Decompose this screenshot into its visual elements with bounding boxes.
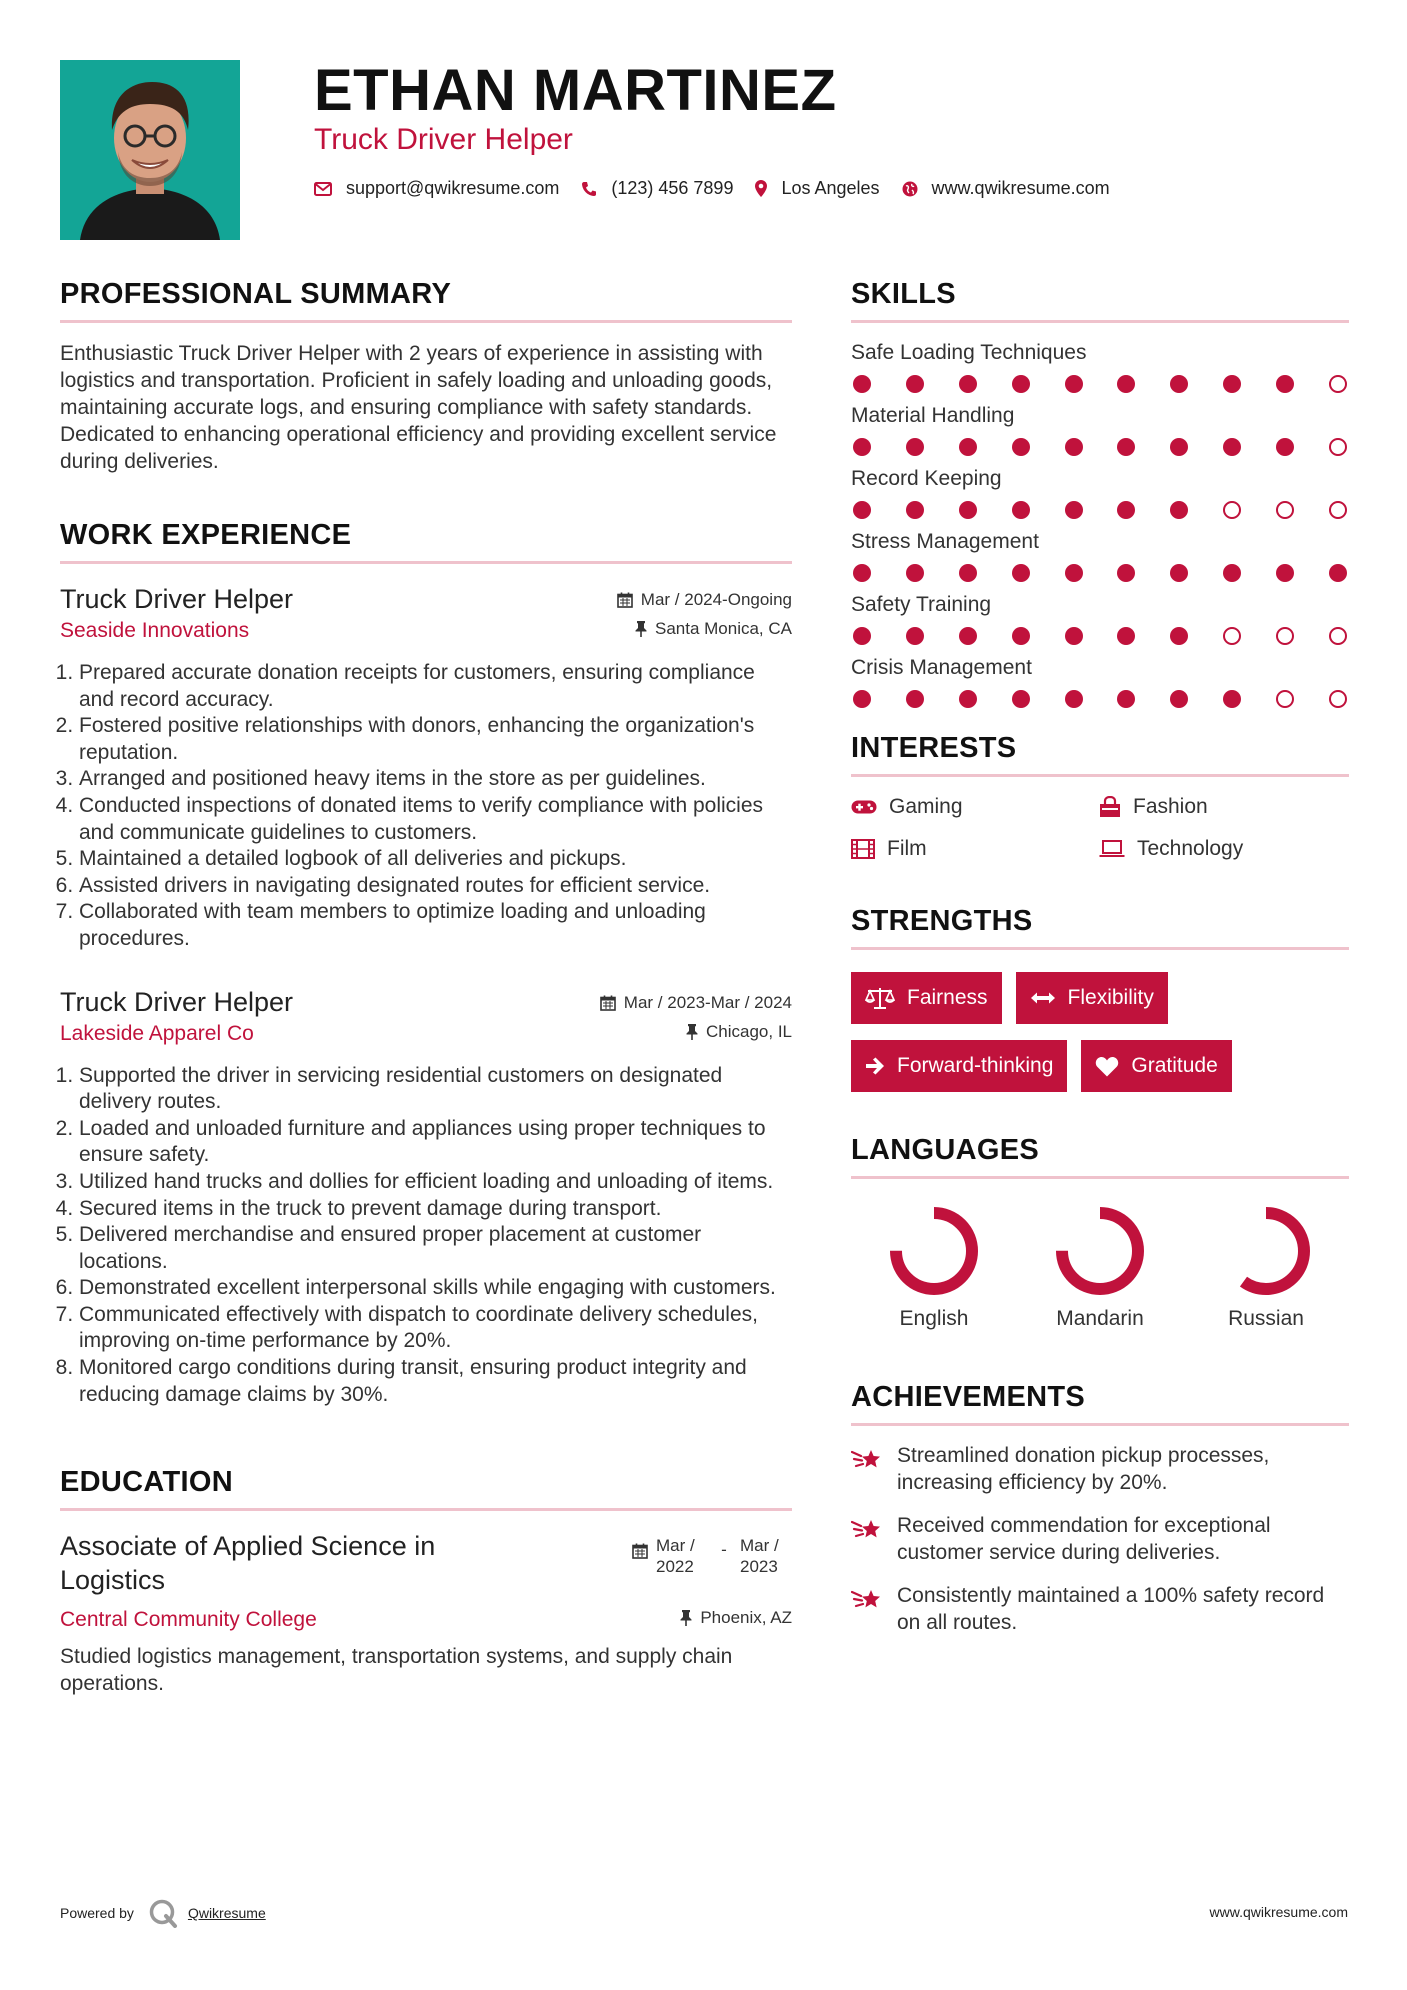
section-divider bbox=[60, 1508, 792, 1511]
skills-list bbox=[851, 339, 1349, 708]
rating-dot-empty bbox=[1329, 438, 1347, 456]
strengths-list bbox=[851, 972, 1349, 1108]
duty-item: 5. Maintained a detailed logbook of all deliveries and pickups. bbox=[79, 846, 792, 873]
rating-dot-filled bbox=[853, 501, 871, 519]
interest-item bbox=[851, 837, 1099, 861]
duty-item: 7. Communicated effectively with dispatch to coordinate delivery schedules, improving on-time performance by 20%. bbox=[79, 1302, 792, 1355]
rating-dot-filled bbox=[1012, 690, 1030, 708]
rating-dot-filled bbox=[1117, 501, 1135, 519]
skill-name: Safety Training bbox=[851, 593, 992, 616]
interest-label: Technology bbox=[1137, 837, 1244, 860]
rating-dot-filled bbox=[1012, 501, 1030, 519]
job-role: Truck Driver Helper bbox=[60, 584, 294, 614]
duty-item: 7. Collaborated with team members to optimize loading and unloading procedures. bbox=[79, 899, 792, 952]
interest-item bbox=[1099, 837, 1349, 861]
rating-dot-empty bbox=[1276, 501, 1294, 519]
school-name: Central Community College bbox=[60, 1608, 317, 1632]
phone-icon bbox=[581, 181, 597, 197]
shooting-star-icon bbox=[851, 1586, 883, 1612]
section-divider bbox=[60, 320, 792, 323]
strength-badge bbox=[1016, 972, 1168, 1024]
language-item bbox=[851, 1205, 1017, 1331]
phone-text: (123) 456 7899 bbox=[611, 178, 734, 198]
degree-title: Associate of Applied Science in Logistics bbox=[60, 1531, 436, 1596]
job-entry bbox=[60, 985, 792, 1409]
strength-label: Forward-thinking bbox=[897, 1054, 1054, 1077]
duty-item: 2. Loaded and unloaded furniture and appliances using proper techniques to ensure safety. bbox=[79, 1116, 792, 1169]
rating-dot-filled bbox=[853, 690, 871, 708]
duty-item: 4. Secured items in the truck to prevent damage during transport. bbox=[79, 1196, 792, 1223]
interest-label: Film bbox=[887, 837, 927, 860]
rating-dot-filled bbox=[959, 564, 977, 582]
rating-dot-filled bbox=[1170, 627, 1188, 645]
education-dates bbox=[632, 1535, 792, 1597]
summary-text: Enthusiastic Truck Driver Helper with 2 years of experience in assisting with logistics and transportation. Proficient in safely loading and unloading goods, maintaining accurate logs, and ensuring compliance with safety standards. Dedicated to enhancing operational efficiency and providing excellent service during deliveries. bbox=[60, 342, 777, 473]
job-role: Truck Driver Helper bbox=[60, 986, 294, 1017]
arrows-horizontal-icon bbox=[1030, 991, 1056, 1005]
laptop-icon bbox=[1099, 840, 1125, 858]
job-dates-text: Mar / 2024-Ongoing bbox=[640, 590, 792, 609]
achievement-item bbox=[851, 1442, 1349, 1496]
languages-list bbox=[851, 1205, 1349, 1331]
education-section bbox=[60, 1464, 792, 1697]
strength-label: Fairness bbox=[907, 986, 988, 1009]
rating-dot-filled bbox=[906, 501, 924, 519]
skill-rating bbox=[851, 375, 1349, 393]
section-divider bbox=[851, 774, 1349, 777]
rating-dot-filled bbox=[906, 438, 924, 456]
qwikresume-logo-icon bbox=[148, 1898, 178, 1928]
skill-rating bbox=[851, 627, 1349, 645]
language-name: Russian bbox=[1228, 1307, 1304, 1330]
achievement-text: Received commendation for exceptional customer service during deliveries. bbox=[897, 1514, 1271, 1564]
rating-dot-filled bbox=[1170, 690, 1188, 708]
pushpin-icon bbox=[680, 1610, 692, 1626]
interest-item bbox=[851, 795, 1099, 819]
qwikresume-link[interactable]: Qwikresume bbox=[187, 1905, 266, 1921]
language-item bbox=[1017, 1205, 1183, 1331]
language-proficiency-ring bbox=[1054, 1205, 1146, 1297]
interests-list bbox=[851, 795, 1349, 861]
language-level-arc bbox=[896, 1213, 972, 1289]
achievement-item bbox=[851, 1512, 1349, 1566]
right-column bbox=[851, 276, 1349, 1636]
rating-dot-empty bbox=[1223, 627, 1241, 645]
contact-email[interactable] bbox=[314, 178, 559, 199]
skill-name: Stress Management bbox=[851, 530, 1039, 553]
date-separator: - bbox=[721, 1540, 727, 1560]
balance-scale-icon bbox=[865, 987, 895, 1009]
rating-dot-filled bbox=[1117, 627, 1135, 645]
skill-name: Material Handling bbox=[851, 404, 1015, 427]
section-divider bbox=[60, 561, 792, 564]
language-level-arc bbox=[1062, 1213, 1138, 1289]
rating-dot-filled bbox=[1223, 690, 1241, 708]
achievement-text: Streamlined donation pickup processes, increasing efficiency by 20%. bbox=[897, 1444, 1270, 1494]
education-location bbox=[680, 1608, 792, 1628]
shooting-star-icon bbox=[851, 1446, 883, 1472]
rating-dot-empty bbox=[1329, 501, 1347, 519]
language-item bbox=[1183, 1205, 1349, 1331]
duty-item: 6. Demonstrated excellent interpersonal skills while engaging with customers. bbox=[79, 1275, 792, 1302]
calendar-icon bbox=[617, 592, 633, 608]
strength-badge bbox=[851, 1040, 1067, 1092]
footer-powered-by bbox=[60, 1898, 266, 1928]
rating-dot-filled bbox=[1012, 438, 1030, 456]
achievement-item bbox=[851, 1582, 1349, 1636]
rating-dot-filled bbox=[1117, 438, 1135, 456]
candidate-name: ETHAN MARTINEZ bbox=[314, 58, 837, 123]
candidate-title: Truck Driver Helper bbox=[314, 123, 573, 156]
rating-dot-filled bbox=[853, 564, 871, 582]
map-pin-icon bbox=[755, 180, 767, 197]
duty-item: 1. Prepared accurate donation receipts for customers, ensuring compliance and record accuracy. bbox=[79, 660, 792, 713]
rating-dot-empty bbox=[1223, 501, 1241, 519]
job-entry bbox=[60, 582, 792, 953]
education-start-date: Mar / 2022 bbox=[656, 1536, 695, 1577]
rating-dot-filled bbox=[1065, 501, 1083, 519]
rating-dot-empty bbox=[1329, 690, 1347, 708]
rating-dot-filled bbox=[1065, 564, 1083, 582]
rating-dot-filled bbox=[1170, 564, 1188, 582]
rating-dot-filled bbox=[1065, 627, 1083, 645]
rating-dot-filled bbox=[1170, 375, 1188, 393]
interest-label: Gaming bbox=[889, 795, 963, 818]
rating-dot-filled bbox=[1170, 438, 1188, 456]
summary-heading: PROFESSIONAL SUMMARY bbox=[60, 278, 452, 310]
website-text: www.qwikresume.com bbox=[931, 178, 1110, 198]
rating-dot-filled bbox=[1276, 564, 1294, 582]
section-divider bbox=[851, 320, 1349, 323]
section-divider bbox=[851, 1176, 1349, 1179]
skill-rating bbox=[851, 438, 1349, 456]
section-divider bbox=[851, 1423, 1349, 1426]
strength-label: Flexibility bbox=[1067, 986, 1154, 1009]
contact-phone[interactable] bbox=[581, 178, 733, 199]
rating-dot-filled bbox=[1065, 438, 1083, 456]
rating-dot-empty bbox=[1276, 690, 1294, 708]
rating-dot-filled bbox=[1329, 564, 1347, 582]
rating-dot-filled bbox=[853, 438, 871, 456]
achievement-text: Consistently maintained a 100% safety record on all routes. bbox=[897, 1584, 1325, 1634]
skill-rating bbox=[851, 564, 1349, 582]
strength-badge bbox=[1081, 1040, 1231, 1092]
rating-dot-filled bbox=[1223, 438, 1241, 456]
strengths-heading: STRENGTHS bbox=[851, 905, 1033, 937]
job-duties-list bbox=[60, 660, 792, 953]
skill-rating bbox=[851, 690, 1349, 708]
location-text: Los Angeles bbox=[781, 178, 880, 198]
experience-section bbox=[60, 517, 792, 1408]
job-duties-list bbox=[60, 1063, 792, 1409]
contact-bar bbox=[314, 178, 1132, 199]
rating-dot-filled bbox=[906, 375, 924, 393]
shooting-star-icon bbox=[851, 1516, 883, 1542]
rating-dot-filled bbox=[906, 690, 924, 708]
duty-item: 3. Arranged and positioned heavy items in the store as per guidelines. bbox=[79, 766, 792, 793]
language-name: Mandarin bbox=[1056, 1307, 1144, 1330]
rating-dot-filled bbox=[1170, 501, 1188, 519]
arrow-right-icon bbox=[865, 1057, 885, 1075]
job-dates bbox=[617, 590, 792, 610]
envelope-icon bbox=[314, 182, 332, 196]
job-dates-text: Mar / 2023-Mar / 2024 bbox=[623, 992, 792, 1012]
education-end-date: Mar / 2023 bbox=[740, 1536, 779, 1577]
rating-dot-filled bbox=[1223, 564, 1241, 582]
duty-item: 8. Monitored cargo conditions during transit, ensuring product integrity and reducing damage claims by 30%. bbox=[79, 1355, 792, 1408]
rating-dot-filled bbox=[1276, 375, 1294, 393]
strength-label: Gratitude bbox=[1131, 1054, 1218, 1077]
interests-heading: INTERESTS bbox=[851, 732, 1017, 764]
rating-dot-filled bbox=[959, 438, 977, 456]
language-name: English bbox=[899, 1307, 969, 1330]
contact-website[interactable] bbox=[902, 178, 1110, 199]
interests-section bbox=[851, 730, 1349, 861]
job-company: Lakeside Apparel Co bbox=[60, 1021, 254, 1045]
rating-dot-filled bbox=[1276, 438, 1294, 456]
languages-heading: LANGUAGES bbox=[851, 1134, 1039, 1166]
rating-dot-empty bbox=[1329, 375, 1347, 393]
rating-dot-empty bbox=[1276, 627, 1294, 645]
rating-dot-filled bbox=[959, 501, 977, 519]
language-proficiency-ring bbox=[1220, 1205, 1312, 1297]
language-level-arc bbox=[1228, 1213, 1304, 1289]
duty-item: 2. Fostered positive relationships with donors, enhancing the organization's reputation. bbox=[79, 713, 792, 766]
rating-dot-filled bbox=[1223, 375, 1241, 393]
job-location-text: Santa Monica, CA bbox=[654, 619, 792, 638]
education-location-text: Phoenix, AZ bbox=[700, 1608, 792, 1628]
language-proficiency-ring bbox=[888, 1205, 980, 1297]
powered-by-label: Powered by bbox=[60, 1905, 134, 1921]
job-location bbox=[635, 619, 792, 639]
footer-website[interactable]: www.qwikresume.com bbox=[1209, 1904, 1348, 1920]
rating-dot-filled bbox=[1012, 564, 1030, 582]
rating-dot-filled bbox=[853, 375, 871, 393]
skill-name: Safe Loading Techniques bbox=[851, 341, 1087, 364]
gamepad-icon bbox=[851, 799, 877, 815]
rating-dot-filled bbox=[1117, 690, 1135, 708]
rating-dot-filled bbox=[1117, 564, 1135, 582]
rating-dot-filled bbox=[959, 375, 977, 393]
skills-section bbox=[851, 276, 1349, 708]
strength-badge bbox=[851, 972, 1002, 1024]
rating-dot-filled bbox=[906, 564, 924, 582]
education-description: Studied logistics management, transportation systems, and supply chain operations. bbox=[60, 1645, 733, 1696]
job-company: Seaside Innovations bbox=[60, 619, 250, 642]
strengths-section bbox=[851, 903, 1349, 1108]
education-heading: EDUCATION bbox=[60, 1466, 233, 1499]
duty-item: 3. Utilized hand trucks and dollies for efficient loading and unloading of items. bbox=[79, 1169, 792, 1196]
achievements-list bbox=[851, 1442, 1349, 1636]
duty-item: 5. Delivered merchandise and ensured proper placement at customer locations. bbox=[79, 1222, 792, 1275]
job-dates bbox=[600, 993, 792, 1013]
skill-name: Record Keeping bbox=[851, 467, 1002, 490]
rating-dot-filled bbox=[1117, 375, 1135, 393]
left-column bbox=[60, 276, 792, 1697]
calendar-icon bbox=[600, 995, 616, 1011]
rating-dot-filled bbox=[853, 627, 871, 645]
experience-heading: WORK EXPERIENCE bbox=[60, 519, 352, 551]
duty-item: 6. Assisted drivers in navigating designated routes for efficient service. bbox=[79, 873, 792, 900]
film-icon bbox=[851, 839, 875, 859]
profile-photo bbox=[60, 60, 240, 240]
skills-heading: SKILLS bbox=[851, 278, 956, 310]
section-divider bbox=[851, 947, 1349, 950]
achievements-heading: ACHIEVEMENTS bbox=[851, 1381, 1086, 1413]
rating-dot-empty bbox=[1329, 627, 1347, 645]
job-location bbox=[686, 1022, 792, 1042]
contact-location bbox=[755, 178, 879, 199]
achievements-section bbox=[851, 1379, 1349, 1636]
job-location-text: Chicago, IL bbox=[706, 1021, 792, 1041]
shopping-bag-icon bbox=[1099, 796, 1121, 818]
rating-dot-filled bbox=[1065, 690, 1083, 708]
rating-dot-filled bbox=[1012, 627, 1030, 645]
rating-dot-filled bbox=[1065, 375, 1083, 393]
interest-label: Fashion bbox=[1133, 795, 1208, 818]
pushpin-icon bbox=[635, 621, 647, 637]
rating-dot-filled bbox=[959, 690, 977, 708]
duty-item: 1. Supported the driver in servicing residential customers on designated delivery routes. bbox=[79, 1063, 792, 1116]
summary-section bbox=[60, 276, 792, 475]
interest-item bbox=[1099, 795, 1349, 819]
heart-icon bbox=[1095, 1056, 1119, 1077]
globe-icon bbox=[902, 181, 918, 197]
pushpin-icon bbox=[686, 1024, 698, 1040]
rating-dot-filled bbox=[906, 627, 924, 645]
rating-dot-filled bbox=[959, 627, 977, 645]
calendar-icon bbox=[632, 1543, 648, 1559]
rating-dot-filled bbox=[1012, 375, 1030, 393]
email-text: support@qwikresume.com bbox=[346, 178, 560, 198]
skill-name: Crisis Management bbox=[851, 656, 1032, 679]
skill-rating bbox=[851, 501, 1349, 519]
duty-item: 4. Conducted inspections of donated items to verify compliance with policies and communicate guidelines to customers. bbox=[79, 793, 792, 846]
languages-section bbox=[851, 1132, 1349, 1331]
